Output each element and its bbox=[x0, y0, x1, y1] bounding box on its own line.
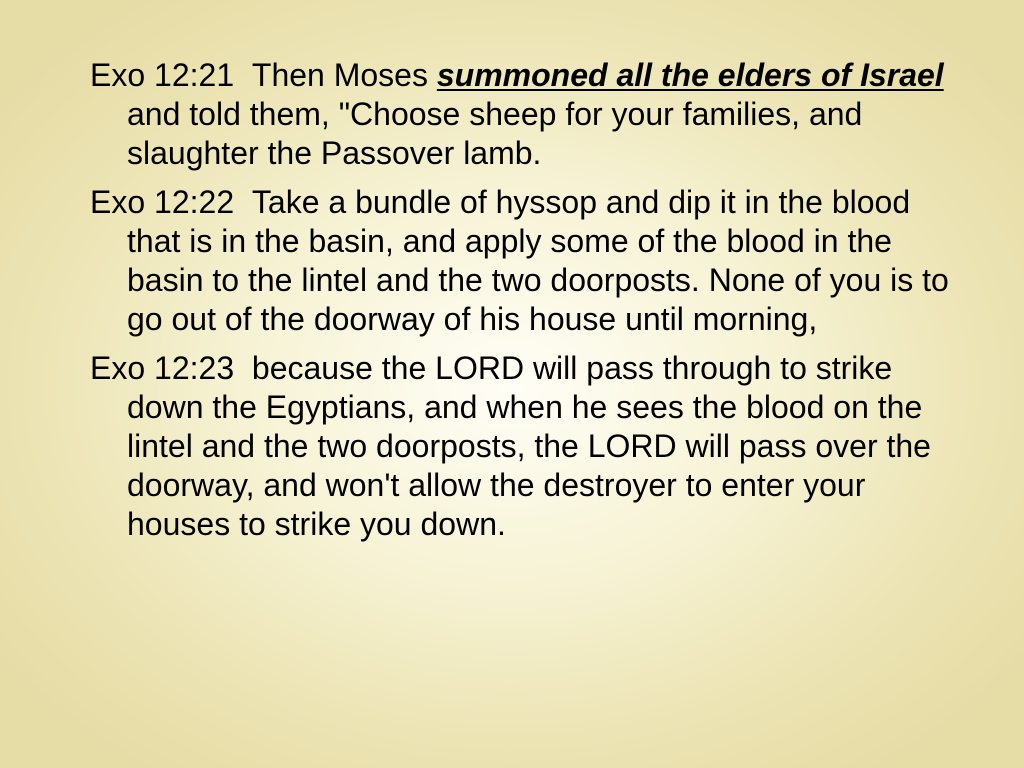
verse-reference: Exo 12:22 bbox=[90, 184, 235, 220]
verse-exo-12-21 bbox=[90, 56, 950, 173]
verse-text: Then Moses bbox=[251, 57, 428, 93]
emphasized-phrase: summoned all the elders of Israel bbox=[436, 57, 944, 93]
verse-reference: Exo 12:23 bbox=[90, 350, 235, 386]
verse-exo-12-23 bbox=[90, 349, 950, 544]
verse-text: and told them, "Choose sheep for your families, and slaughter the Passover lamb. bbox=[127, 96, 863, 171]
verse-exo-12-22 bbox=[90, 183, 950, 339]
verse-text: Take a bundle of hyssop and dip it in the blood that is in the basin, and apply some of the blood in the basin to the lintel and the two doorposts. None of you is to go out of the doorway of his house until morning, bbox=[127, 184, 949, 337]
verse-reference: Exo 12:21 bbox=[90, 57, 235, 93]
verse-text: because the LORD will pass through to strike down the Egyptians, and when he sees the blood on the lintel and the two doorposts, the LORD will pass over the doorway, and won't allow the destroyer to enter your houses to strike you down. bbox=[127, 350, 931, 542]
verse-list bbox=[90, 56, 950, 554]
